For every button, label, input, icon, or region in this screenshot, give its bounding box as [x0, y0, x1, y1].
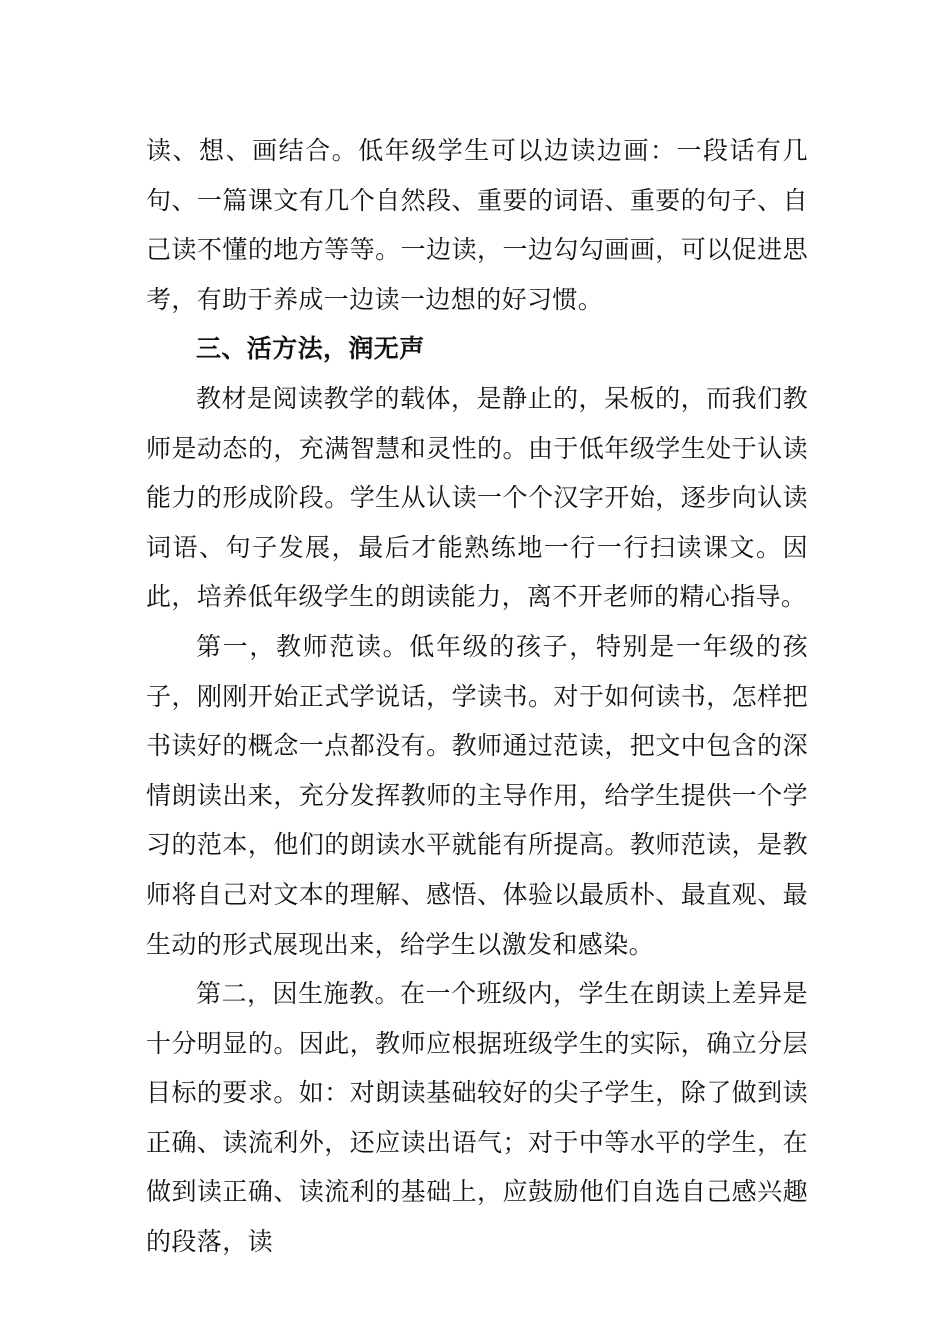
paragraph-teaching-materials: 教材是阅读教学的载体，是静止的，呆板的，而我们教师是动态的，充满智慧和灵性的。由于低年级学生处于认读能力的形成阶段。学生从认读一个个汉字开始，逐步向认读词语、句子发展，最后才能熟练地一行一行扫读课文。因此，培养低年级学生的朗读能力，离不开老师的精心指导。: [146, 383, 808, 612]
paragraph-continuation: 读、想、画结合。低年级学生可以边读边画：一段话有几句、一篇课文有几个自然段、重要的词语、重要的句子、自己读不懂的地方等等。一边读，一边勾勾画画，可以促进思考，有助于养成一边读一边想的好习惯。: [146, 136, 808, 314]
paragraph-differentiated-teaching: 第二，因生施教。在一个班级内，学生在朗读上差异是十分明显的。因此，教师应根据班级学生的实际，确立分层目标的要求。如：对朗读基础较好的尖子学生，除了做到读正确、读流利外，还应读出语气；对于中等水平的学生，在做到读正确、读流利的基础上，应鼓励他们自选自己感兴趣的段落，读: [146, 979, 808, 1257]
paragraph-teacher-model-reading: 第一，教师范读。低年级的孩子，特别是一年级的孩子，刚刚开始正式学说话，学读书。对于如何读书，怎样把书读好的概念一点都没有。教师通过范读，把文中包含的深情朗读出来，充分发挥教师的主导作用，给学生提供一个学习的范本，他们的朗读水平就能有所提高。教师范读，是教师将自己对文本的理解、感悟、体验以最质朴、最直观、最生动的形式展现出来，给学生以激发和感染。: [146, 631, 808, 959]
document-page: [146, 126, 808, 1267]
section-heading: 三、活方法，润无声: [196, 334, 425, 364]
